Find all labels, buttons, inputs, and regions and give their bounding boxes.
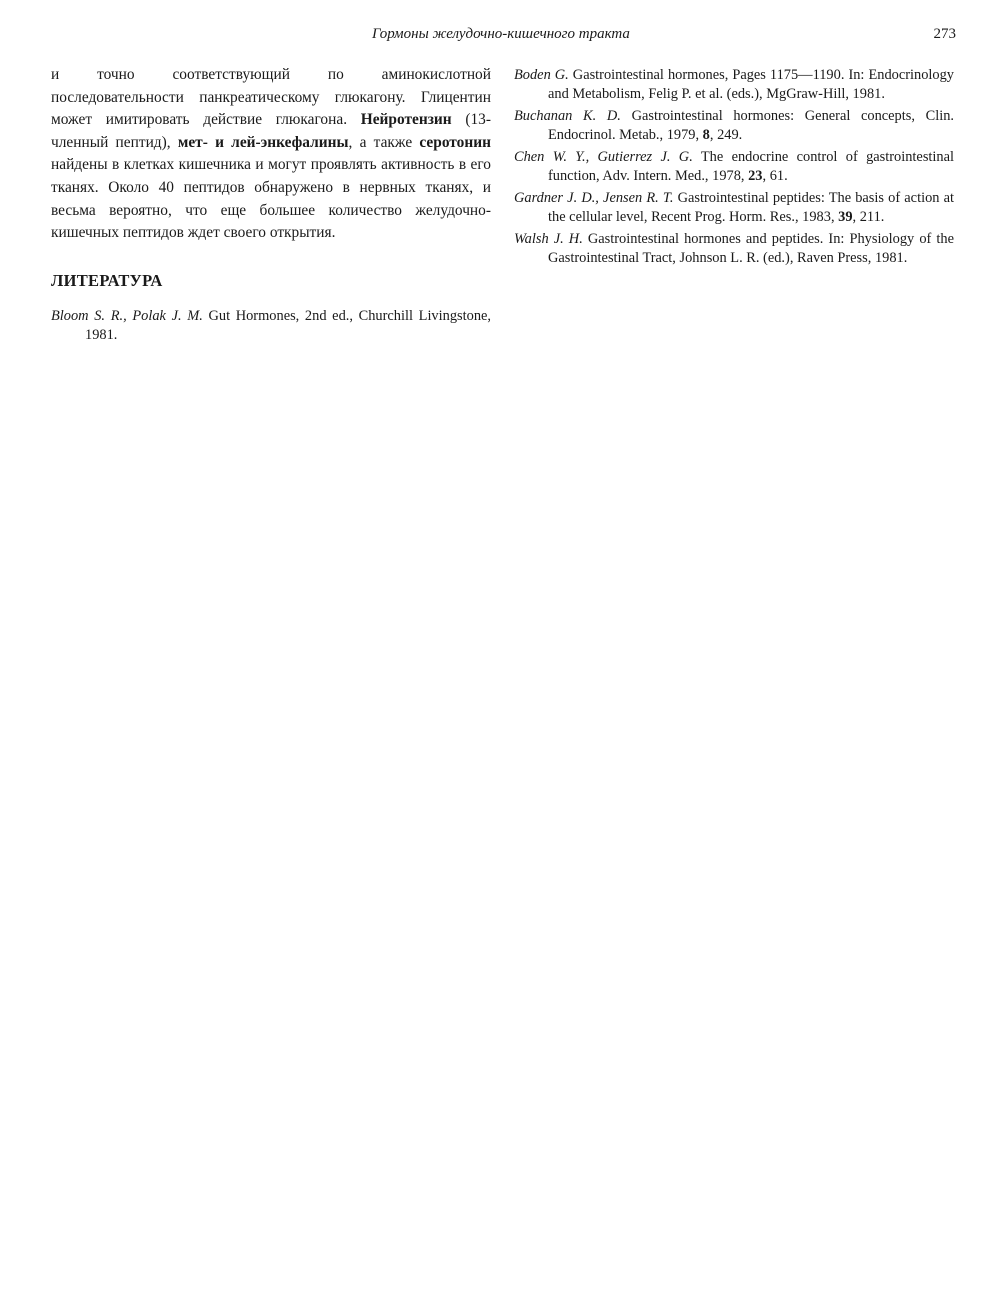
page-number: 273 xyxy=(933,26,956,42)
reference-list-left xyxy=(51,307,491,345)
reference-text: Gastrointestinal hormones, Pages 1175—1190. In: Endocrinology and Metabolism, Felig P. et al. (eds.), MgGraw-Hill, 1981. xyxy=(548,67,954,102)
body-text-segment: найдены в клетках кишечника и могут проявлять активность в его тканях. Около 40 пептидов обнаружено в нервных тканях, и весьма вероятно, что еще большее количество желудочно-кишечных пептидов ждет своего открытия. xyxy=(51,156,491,242)
running-title: Гормоны желудочно-кишечного тракта xyxy=(372,26,630,42)
reference-item xyxy=(514,66,954,104)
term-neurotensin: Нейротензин xyxy=(360,111,452,129)
body-text-segment: , а также xyxy=(348,133,420,151)
reference-volume: 23 xyxy=(748,168,763,184)
reference-authors: Bloom S. R., Polak J. M. xyxy=(51,307,203,324)
body-paragraph xyxy=(51,64,491,245)
body-text-segment: (13-членный пептид), xyxy=(51,111,491,151)
term-enkephalins: мет- и лей-энкефалины xyxy=(177,133,349,151)
reference-text: Gastrointestinal peptides: The basis of action at the cellular level, Recent Prog. Horm. Res., 1983, xyxy=(548,190,954,225)
reference-volume: 39 xyxy=(838,209,853,225)
reference-item xyxy=(514,107,954,145)
right-column xyxy=(514,66,954,271)
reference-text-after: , 61. xyxy=(762,168,788,184)
reference-authors: Chen W. Y., Gutierrez J. G. xyxy=(514,149,693,165)
reference-list-right xyxy=(514,66,954,268)
reference-item xyxy=(514,189,954,227)
reference-item xyxy=(514,148,954,186)
body-text-segment: и точно соответствующий по аминокислотной последовательности панкреатическому глюкагону. Глицентин может имитировать действие глюкагона. xyxy=(51,66,491,129)
reference-authors: Gardner J. D., Jensen R. T. xyxy=(514,190,674,206)
reference-text: Gastrointestinal hormones and peptides. In: Physiology of the Gastrointestinal Tract, Johnson L. R. (ed.), Raven Press, 1981. xyxy=(548,231,954,266)
term-serotonin: серотонин xyxy=(419,133,491,151)
reference-text: Gut Hormones, 2nd ed., Churchill Livingstone, 1981. xyxy=(85,307,491,343)
reference-authors: Boden G. xyxy=(514,67,569,83)
reference-text-after: , 211. xyxy=(852,209,885,225)
reference-text: Gastrointestinal hormones: General concepts, Clin. Endocrinol. Metab., 1979, xyxy=(548,108,955,143)
reference-authors: Walsh J. H. xyxy=(514,231,583,247)
reference-text-after: , 249. xyxy=(709,127,743,143)
reference-volume: 8 xyxy=(702,127,710,143)
reference-text: The endocrine control of gastrointestinal function, Adv. Intern. Med., 1978, xyxy=(548,149,954,184)
reference-item xyxy=(514,230,954,268)
references-heading: ЛИТЕРАТУРА xyxy=(51,270,163,290)
reference-authors: Buchanan K. D. xyxy=(514,108,621,124)
left-column xyxy=(51,64,491,348)
reference-item xyxy=(51,307,491,345)
